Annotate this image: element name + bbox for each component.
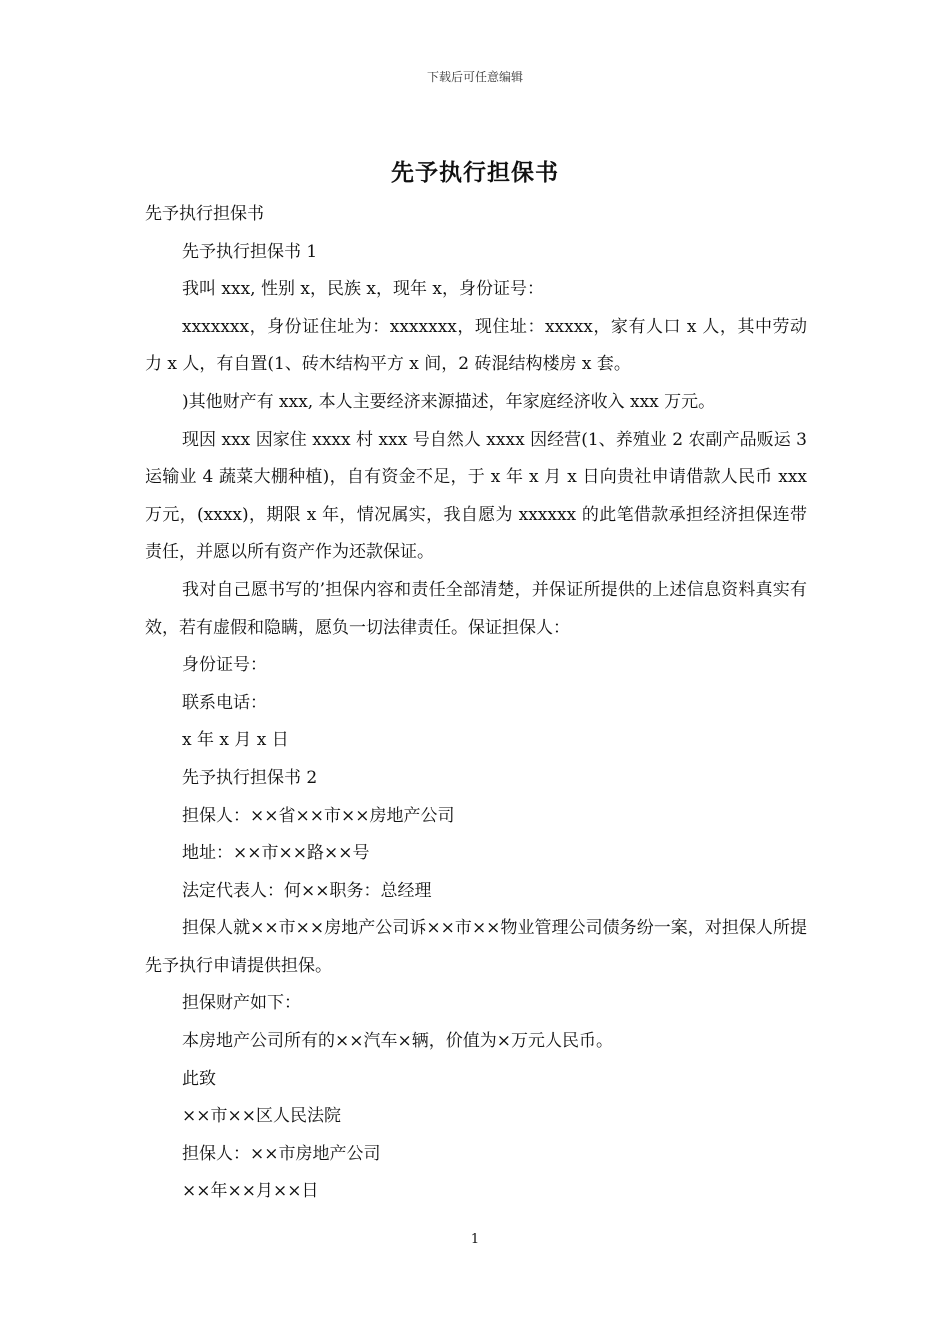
body-paragraph: 联系电话： — [182, 692, 267, 713]
body-paragraph: 担保财产如下： — [182, 993, 301, 1014]
body-paragraph: 身份证号： — [182, 655, 267, 676]
body-paragraph: 先予执行担保书 1 — [182, 241, 318, 262]
body-paragraph: xxxxxxx，身份证住址为：xxxxxxx，现住址：xxxxx，家有人口 x 人，其中劳动力 x 人，有自置(1、砖木结构平方 x 间，2 砖混结构楼房 x 套。 — [145, 316, 807, 375]
body-paragraph: x 年 x 月 x 日 — [182, 730, 289, 751]
page-number: 1 — [470, 1232, 480, 1247]
body-paragraph: 我对自己愿书写的’担保内容和责任全部清楚，并保证所提供的上述信息资料真实有效，若有虚假和隐瞒，愿负一切法律责任。保证担保人： — [145, 579, 807, 638]
body-paragraph: 担保人：××省××市××房地产公司 — [182, 805, 455, 826]
body-paragraph: 先予执行担保书 — [145, 204, 264, 224]
body-paragraph: 担保人就××市××房地产公司诉××市××物业管理公司债务纷一案，对担保人所提先予执行申请提供担保。 — [145, 918, 807, 976]
body-paragraph: 此致 — [182, 1068, 216, 1089]
header-note: 下载后可任意编辑 — [426, 70, 523, 84]
body-paragraph: 先予执行担保书 2 — [182, 767, 318, 788]
body-paragraph: 地址：××市××路××号 — [182, 843, 370, 864]
body-paragraph: 现因 xxx 因家住 xxxx 村 xxx 号自然人 xxxx 因经营(1、养殖业 2 农副产品贩运 3 运输业 4 蔬菜大棚种植)，自有资金不足，于 x 年 x 月 x 日向贵社申请借款人民币 xxx 万元，(xxxx)，期限 x 年，情况属实，我自愿为 xxxxxx 的此笔借款承担经济担保连带责任，并愿以所有资产作为还款保证。 — [145, 429, 807, 563]
body-paragraph: 本房地产公司所有的××汽车×辆，价值为×万元人民币。 — [182, 1031, 613, 1052]
body-paragraph: 法定代表人：何××职务：总经理 — [182, 880, 432, 901]
body-paragraph: 我叫 xxx, 性别 x，民族 x，现年 x，身份证号： — [182, 279, 544, 300]
body-paragraph: ××年××月××日 — [182, 1181, 319, 1202]
body-paragraph: ××市××区人民法院 — [182, 1106, 341, 1127]
document-body — [145, 196, 807, 1211]
document-title: 先予执行担保书 — [391, 159, 559, 186]
body-paragraph: )其他财产有 xxx, 本人主要经济来源描述，年家庭经济收入 xxx 万元。 — [182, 391, 716, 412]
body-paragraph: 担保人：××市房地产公司 — [182, 1143, 381, 1164]
